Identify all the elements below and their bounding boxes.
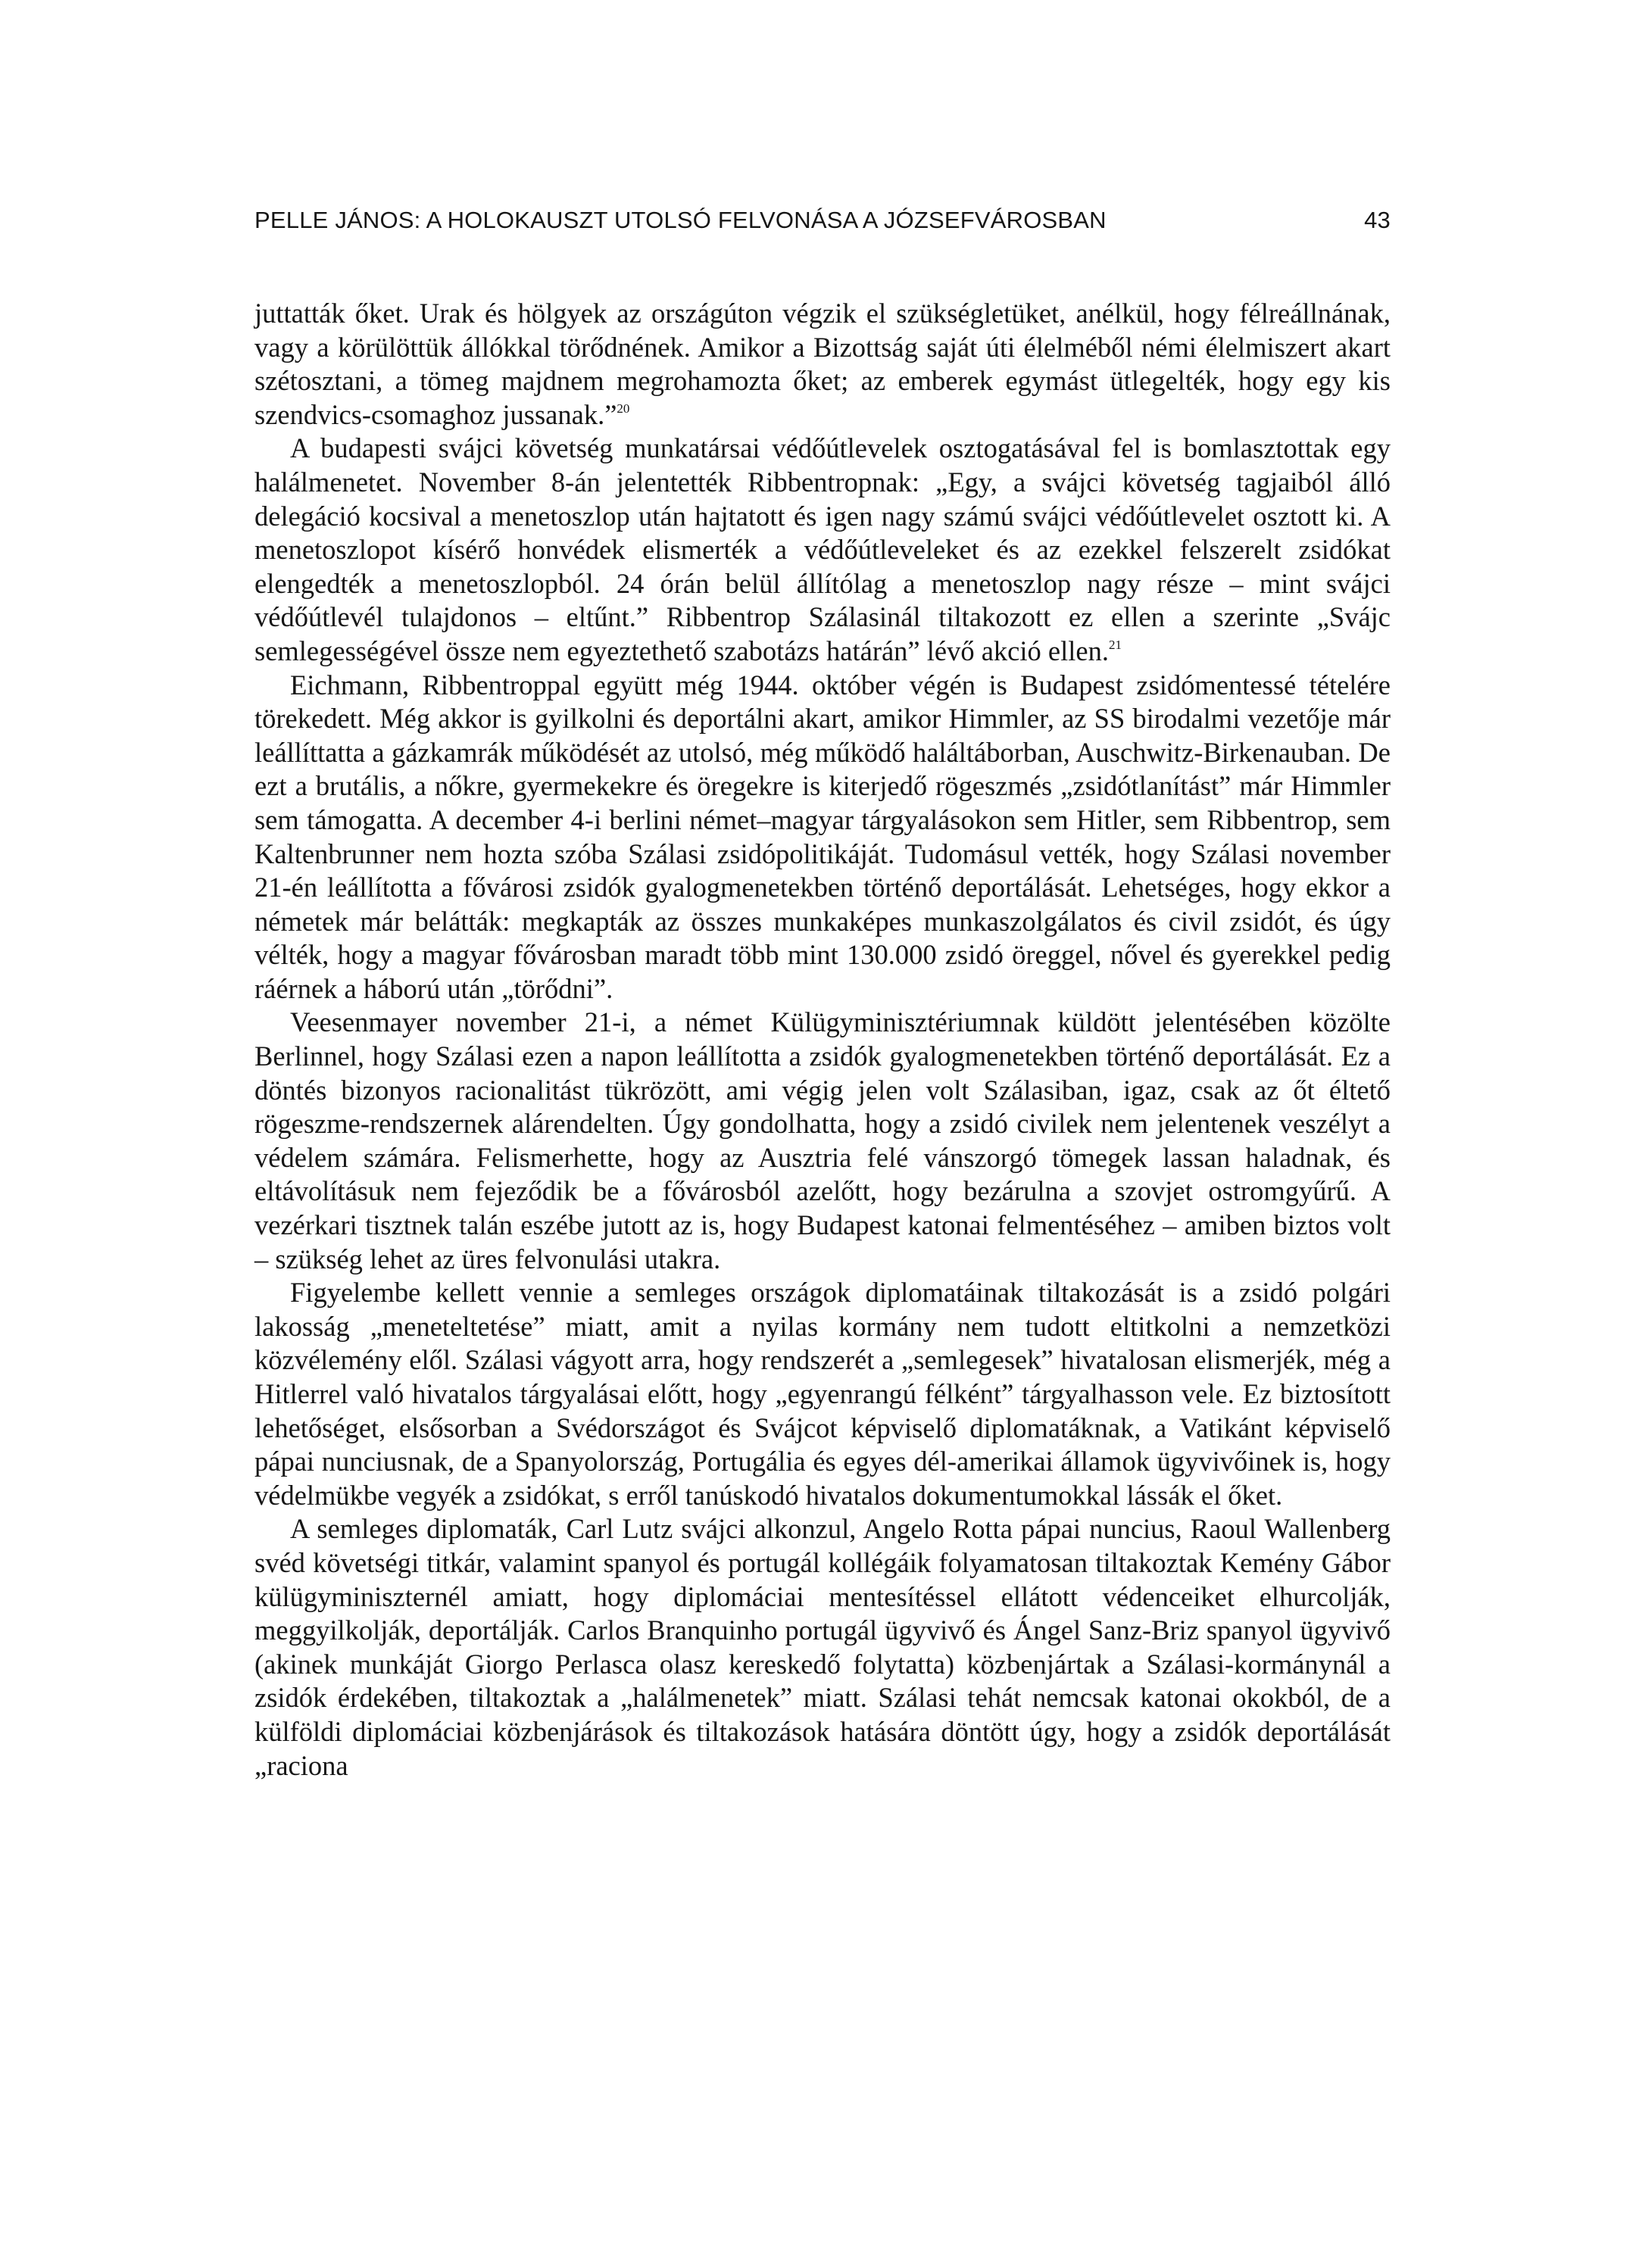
running-head — [254, 201, 1391, 239]
page-number: 43 — [1364, 207, 1391, 233]
running-head-title: PELLE JÁNOS: A HOLOKAUSZT UTOLSÓ FELVONÁSA A JÓZSEFVÁROSBAN — [254, 207, 1107, 233]
paragraph-2 — [254, 432, 1391, 668]
paragraph-2-text: A budapesti svájci követség munkatársai védőútlevelek osztogatásával fel is bomlasztottak egy halálmenetet. November 8-án jelentették Ribbentropnak: „Egy, a svájci követség tagjaiból álló delegáció kocsival a menetoszlop után hajtatott és igen nagy számú svájci védőútlevelet osztott ki. A menetoszlopot kísérő honvédek elismerték a védőútleveleket és az ezekkel felszerelt zsidókat elengedték a menetoszlopból. 24 órán belül állítólag a menetoszlop nagy része – mint svájci védőútlevél tulajdonos – eltűnt.” Ribbentrop Szálasinál tiltakozott ez ellen a szerinte „Svájc semlegességével össze nem egyeztethető szabotázs határán” lévő akció ellen. — [254, 432, 1391, 666]
paragraph-1 — [254, 297, 1391, 432]
footnote-ref-20: 20 — [617, 401, 630, 416]
paragraph-6: A semleges diplomaták, Carl Lutz svájci alkonzul, Angelo Rotta pápai nuncius, Raoul Wallenberg svéd követségi titkár, valamint spanyol és portugál kollégáik folyamatosan tiltakoztak Kemény Gábor külügyminiszternél amiatt, hogy diplomáciai mentesítéssel ellátott védenceiket elhurcolják, meggyilkolják, deportálják. Carlos Branquinho portugál ügyvivő és Ángel Sanz-Briz spanyol ügyvivő (akinek munkáját Giorgo Perlasca olasz kereskedő folytatta) közbenjártak a Szálasi-kormánynál a zsidók érdekében, tiltakoztak a „halálmenetek” miatt. Szálasi tehát nemcsak katonai okokból, de a külföldi diplomáciai közbenjárások és tiltakozások hatására döntött úgy, hogy a zsidók deportálását „raciona — [254, 1513, 1391, 1781]
body-text — [254, 297, 1391, 1783]
paragraph-1-text: juttatták őket. Urak és hölgyek az országúton végzik el szükségletüket, anélkül, hogy félreállnának, vagy a körülöttük állókkal törődnének. Amikor a Bizottság saját úti élelméből némi élelmiszert akart szétosztani, a tömeg majdnem megrohamozta őket; az emberek egymást ütlegelték, hogy egy kis szendvics-csomaghoz jussanak.” — [254, 298, 1391, 430]
footnote-ref-21: 21 — [1108, 637, 1122, 652]
paragraph-5: Figyelembe kellett vennie a semleges országok diplomatáinak tiltakozását is a zsidó polgári lakosság „meneteltetése” miatt, amit a nyilas kormány nem tudott eltitkolni a nemzetközi közvélemény elől. Szálasi vágyott arra, hogy rendszerét a „semlegesek” hivatalosan elismerjék, még a Hitlerrel való hivatalos tárgyalásai előtt, hogy „egyenrangú félként” tárgyalhasson vele. Ez biztosított lehetőséget, elsősorban a Svédországot és Svájcot képviselő diplomatáknak, a Vatikánt képviselő pápai nunciusnak, de a Spanyolország, Portugália és egyes dél-amerikai államok ügyvivőinek is, hogy védelmükbe vegyék a zsidókat, s erről tanúskodó hivatalos dokumentumokkal lássák el őket. — [254, 1277, 1391, 1511]
paragraph-3: Eichmann, Ribbentroppal együtt még 1944. október végén is Budapest zsidómentessé tételére törekedett. Még akkor is gyilkolni és deportálni akart, amikor Himmler, az SS birodalmi vezetője már leállíttatta a gázkamrák működését az utolsó, még működő haláltáborban, Auschwitz-Birkenauban. De ezt a brutális, a nőkre, gyermekekre és öregekre is kiterjedő rögeszmés „zsidótlanítást” már Himmler sem támogatta. A december 4-i berlini német–magyar tárgyalásokon sem Hitler, sem Ribbentrop, sem Kaltenbrunner nem hozta szóba Szálasi zsidópolitikáját. Tudomásul vették, hogy Szálasi november 21-én leállította a fővárosi zsidók gyalogmenetekben történő deportálását. Lehetséges, hogy ekkor a németek már belátták: megkapták az összes munkaképes munkaszolgálatos és civil zsidót, és úgy vélték, hogy a magyar fővárosban maradt több mint 130.000 zsidó öreggel, nővel és gyerekkel pedig ráérnek a háború után „törődni”. — [254, 669, 1391, 1004]
paragraph-4: Veesenmayer november 21-i, a német Külügyminisztériumnak küldött jelentésében közölte Berlinnel, hogy Szálasi ezen a napon leállította a zsidók gyalogmenetekben történő deportálását. Ez a döntés bizonyos racionalitást tükrözött, ami végig jelen volt Szálasiban, igaz, csak az őt éltető rögeszme-rendszernek alárendelten. Úgy gondolhatta, hogy a zsidó civilek nem jelentenek veszélyt a védelem számára. Felismerhette, hogy az Ausztria felé vánszorgó tömegek lassan haladnak, és eltávolításuk nem fejeződik be a fővárosból azelőtt, hogy bezárulna a szovjet ostromgyűrű. A vezérkari tisztnek talán eszébe jutott az is, hogy Budapest katonai felmentéséhez – amiben biztos volt – szükség lehet az üres felvonulási utakra. — [254, 1006, 1391, 1274]
